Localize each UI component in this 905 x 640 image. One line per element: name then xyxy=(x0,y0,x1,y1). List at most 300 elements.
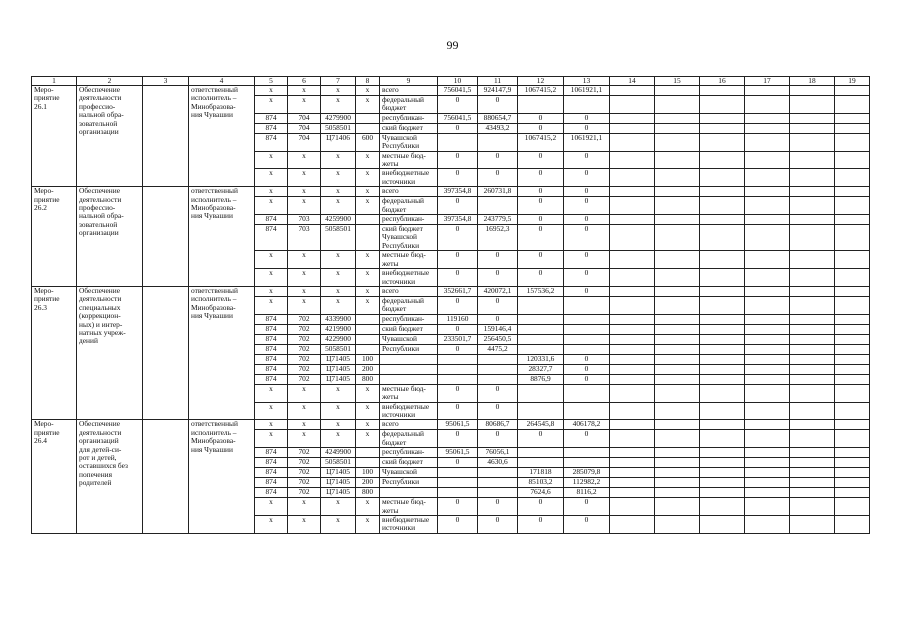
header-cell-14: 14 xyxy=(610,77,655,86)
source-line: жеты xyxy=(382,159,399,169)
amount-cell-c11: 420072,1 xyxy=(478,286,518,296)
empty-col19-cell xyxy=(835,225,870,251)
source-cell xyxy=(380,364,438,374)
cell-line: нальной обра- xyxy=(79,110,124,120)
amount-cell-c10: 397354,8 xyxy=(438,187,478,197)
code-cell-c8 xyxy=(356,123,380,133)
code-cell-c8: 600 xyxy=(356,133,380,151)
cell-line: оставшихся без xyxy=(79,461,128,471)
empty-col19-cell xyxy=(835,269,870,287)
cell-line: ответственный xyxy=(191,286,238,295)
executor-cell xyxy=(189,86,255,187)
amount-cell-c12: 85103,2 xyxy=(518,478,564,488)
empty-col19-cell xyxy=(835,334,870,344)
empty-col16-cell xyxy=(700,225,745,251)
amount-cell-c10: 0 xyxy=(438,402,478,420)
empty-col16-cell xyxy=(700,430,745,448)
code-cell-c7: x xyxy=(321,86,356,96)
code-cell-c7: x xyxy=(321,384,356,402)
code-cell-c6: x xyxy=(288,498,321,516)
source-line: всего xyxy=(382,419,399,429)
cell-line: приятие xyxy=(34,294,60,304)
amount-cell-c11: 159146,4 xyxy=(478,324,518,334)
code-cell-c5: 874 xyxy=(255,215,288,225)
table-row xyxy=(32,420,870,430)
cell-line: ния Чувашии xyxy=(191,110,233,120)
code-cell-c5: 874 xyxy=(255,478,288,488)
amount-cell-c10: 0 xyxy=(438,225,478,251)
source-cell xyxy=(380,286,438,296)
code-cell-c6: x xyxy=(288,251,321,269)
header-cell-16: 16 xyxy=(700,77,745,86)
empty-col15-cell xyxy=(655,296,700,314)
amount-cell-c11: 0 xyxy=(478,169,518,187)
amount-cell-c11: 880654,7 xyxy=(478,113,518,123)
code-cell-c5: x xyxy=(255,402,288,420)
amount-cell-c10: 0 xyxy=(438,269,478,287)
source-cell xyxy=(380,133,438,151)
code-cell-c6: 702 xyxy=(288,374,321,384)
empty-col17-cell xyxy=(745,324,790,334)
empty-col17-cell xyxy=(745,123,790,133)
empty-col17-cell xyxy=(745,354,790,364)
code-cell-c8: 100 xyxy=(356,468,380,478)
empty-col15-cell xyxy=(655,133,700,151)
empty-col19-cell xyxy=(835,86,870,96)
amount-cell-c12: 0 xyxy=(518,215,564,225)
empty-col17-cell xyxy=(745,169,790,187)
amount-cell-c12 xyxy=(518,344,564,354)
empty-col15-cell xyxy=(655,364,700,374)
amount-cell-c11: 0 xyxy=(478,151,518,169)
amount-cell-c10: 0 xyxy=(438,251,478,269)
empty-col19-cell xyxy=(835,420,870,430)
source-cell xyxy=(380,430,438,448)
code-cell-c5: x xyxy=(255,420,288,430)
amount-cell-c13: 0 xyxy=(564,498,610,516)
header-cell-17: 17 xyxy=(745,77,790,86)
empty-col17-cell xyxy=(745,384,790,402)
amount-cell-c10: 95061,5 xyxy=(438,420,478,430)
empty-col14-cell xyxy=(610,251,655,269)
source-line: Чувашской xyxy=(382,133,418,142)
table-row xyxy=(32,187,870,197)
empty-col18-cell xyxy=(790,488,835,498)
empty-col16-cell xyxy=(700,324,745,334)
empty-col16-cell xyxy=(700,515,745,533)
empty-col18-cell xyxy=(790,251,835,269)
empty-col17-cell xyxy=(745,334,790,344)
amount-cell-c11 xyxy=(478,354,518,364)
cell-line: организаций xyxy=(79,436,119,446)
code-cell-c7: 5058501 xyxy=(321,123,356,133)
empty-col18-cell xyxy=(790,402,835,420)
code-cell-c7: Ц71405 xyxy=(321,488,356,498)
empty-col14-cell xyxy=(610,296,655,314)
empty-col14-cell xyxy=(610,225,655,251)
code-cell-c5: x xyxy=(255,197,288,215)
code-cell-c5: 874 xyxy=(255,225,288,251)
code-cell-c7: x xyxy=(321,296,356,314)
empty-col14-cell xyxy=(610,420,655,430)
cell-line: нальной обра- xyxy=(79,211,124,221)
empty-col16-cell xyxy=(700,296,745,314)
amount-cell-c13 xyxy=(564,402,610,420)
empty-col19-cell xyxy=(835,286,870,296)
empty-col19-cell xyxy=(835,169,870,187)
code-cell-c7: x xyxy=(321,402,356,420)
amount-cell-c12: 171818 xyxy=(518,468,564,478)
page-number: 99 xyxy=(446,38,459,52)
code-cell-c6: 704 xyxy=(288,133,321,151)
source-line: ский бюджет xyxy=(382,324,423,333)
code-cell-c5: 874 xyxy=(255,344,288,354)
amount-cell-c11: 76056,1 xyxy=(478,448,518,458)
source-line: Республики xyxy=(382,240,420,250)
amount-cell-c11: 0 xyxy=(478,96,518,114)
header-cell-6: 6 xyxy=(288,77,321,86)
amount-cell-c12: 7624,6 xyxy=(518,488,564,498)
empty-col15-cell xyxy=(655,515,700,533)
source-cell xyxy=(380,402,438,420)
code-cell-c6: x xyxy=(288,187,321,197)
header-cell-9: 9 xyxy=(380,77,438,86)
empty-col17-cell xyxy=(745,187,790,197)
cell-line: рот и детей, xyxy=(79,452,117,462)
empty-col14-cell xyxy=(610,498,655,516)
source-line: ский бюджет xyxy=(382,123,423,132)
empty-col17-cell xyxy=(745,215,790,225)
code-cell-c8: x xyxy=(356,430,380,448)
activity-name-cell xyxy=(77,286,143,419)
empty-col19-cell xyxy=(835,215,870,225)
code-cell-c6: 704 xyxy=(288,123,321,133)
code-cell-c5: 874 xyxy=(255,123,288,133)
amount-cell-c11: 0 xyxy=(478,296,518,314)
empty-col16-cell xyxy=(700,151,745,169)
empty-col14-cell xyxy=(610,286,655,296)
amount-cell-c10 xyxy=(438,133,478,151)
amount-cell-c12 xyxy=(518,324,564,334)
code-cell-c5: x xyxy=(255,86,288,96)
empty-col17-cell xyxy=(745,488,790,498)
source-line: бюджет xyxy=(382,304,407,314)
empty-col17-cell xyxy=(745,225,790,251)
empty-col16-cell xyxy=(700,420,745,430)
code-cell-c7: 4339900 xyxy=(321,314,356,324)
empty-col16-cell xyxy=(700,468,745,478)
empty-col18-cell xyxy=(790,420,835,430)
source-line: Республики xyxy=(382,141,420,151)
empty-col19-cell xyxy=(835,468,870,478)
empty-col15-cell xyxy=(655,334,700,344)
empty-col14-cell xyxy=(610,458,655,468)
empty-col18-cell xyxy=(790,364,835,374)
code-cell-c7: x xyxy=(321,197,356,215)
amount-cell-c10: 0 xyxy=(438,296,478,314)
amount-cell-c10: 0 xyxy=(438,458,478,468)
code-cell-c7: x xyxy=(321,430,356,448)
cell-line: Обеспечение xyxy=(79,85,120,94)
amount-cell-c13: 0 xyxy=(564,286,610,296)
empty-col18-cell xyxy=(790,384,835,402)
header-cell-12: 12 xyxy=(518,77,564,86)
code-cell-c6: x xyxy=(288,86,321,96)
cell-line: организации xyxy=(79,127,119,137)
empty-col14-cell xyxy=(610,133,655,151)
amount-cell-c12 xyxy=(518,384,564,402)
code-cell-c7: Ц71405 xyxy=(321,374,356,384)
amount-cell-c12 xyxy=(518,314,564,324)
empty-col16-cell xyxy=(700,197,745,215)
header-cell-8: 8 xyxy=(356,77,380,86)
cell-line: Меро- xyxy=(34,186,54,196)
cell-line: организации xyxy=(79,228,119,238)
code-cell-c6: 702 xyxy=(288,334,321,344)
empty-col14-cell xyxy=(610,215,655,225)
activity-number-cell xyxy=(32,286,77,419)
empty-col19-cell xyxy=(835,324,870,334)
amount-cell-c12: 0 xyxy=(518,151,564,169)
code-cell-c7: 4279900 xyxy=(321,113,356,123)
code-cell-c7: x xyxy=(321,498,356,516)
empty-col18-cell xyxy=(790,458,835,468)
empty-col19-cell xyxy=(835,488,870,498)
empty-col16-cell xyxy=(700,498,745,516)
code-cell-c8 xyxy=(356,458,380,468)
source-cell xyxy=(380,478,438,488)
empty-col15-cell xyxy=(655,96,700,114)
table-body xyxy=(32,77,870,534)
amount-cell-c13: 0 xyxy=(564,515,610,533)
amount-cell-c13 xyxy=(564,314,610,324)
empty-col16-cell xyxy=(700,215,745,225)
source-cell xyxy=(380,197,438,215)
amount-cell-c11: 0 xyxy=(478,269,518,287)
code-cell-c8 xyxy=(356,314,380,324)
amount-cell-c11: 0 xyxy=(478,515,518,533)
cell-line: Минобразова- xyxy=(191,101,236,111)
header-cell-4: 4 xyxy=(189,77,255,86)
source-line: внебюджетные xyxy=(382,402,430,411)
header-cell-3: 3 xyxy=(143,77,189,86)
code-cell-c5: 874 xyxy=(255,334,288,344)
empty-col14-cell xyxy=(610,197,655,215)
cell-line: родителей xyxy=(79,478,112,488)
empty-col19-cell xyxy=(835,296,870,314)
code-cell-c7: x xyxy=(321,286,356,296)
amount-cell-c13: 0 xyxy=(564,225,610,251)
amount-cell-c10: 0 xyxy=(438,515,478,533)
source-line: внебюджетные xyxy=(382,515,430,524)
empty-col17-cell xyxy=(745,478,790,488)
amount-cell-c11: 0 xyxy=(478,384,518,402)
source-cell xyxy=(380,86,438,96)
amount-cell-c11 xyxy=(478,197,518,215)
amount-cell-c12 xyxy=(518,402,564,420)
code-cell-c5: x xyxy=(255,286,288,296)
code-cell-c8: x xyxy=(356,269,380,287)
source-line: жеты xyxy=(382,258,399,268)
code-cell-c5: x xyxy=(255,169,288,187)
cell-line: Минобразова- xyxy=(191,302,236,312)
source-cell xyxy=(380,374,438,384)
amount-cell-c12: 0 xyxy=(518,169,564,187)
code-cell-c5: 874 xyxy=(255,113,288,123)
amount-cell-c10: 352661,7 xyxy=(438,286,478,296)
cell-line: ответственный xyxy=(191,85,238,94)
code-cell-c7: 4249900 xyxy=(321,448,356,458)
empty-col16-cell xyxy=(700,133,745,151)
source-cell xyxy=(380,296,438,314)
empty-col18-cell xyxy=(790,430,835,448)
code-cell-c7: Ц71405 xyxy=(321,468,356,478)
amount-cell-c13: 285079,8 xyxy=(564,468,610,478)
executor-cell xyxy=(189,420,255,533)
empty-col15-cell xyxy=(655,225,700,251)
empty-col14-cell xyxy=(610,374,655,384)
activity-name-cell xyxy=(77,420,143,533)
amount-cell-c12: 0 xyxy=(518,225,564,251)
cell-line: деятельности xyxy=(79,93,122,103)
code-cell-c8: 100 xyxy=(356,354,380,364)
empty-col16-cell xyxy=(700,86,745,96)
empty-col15-cell xyxy=(655,113,700,123)
code-cell-c5: 874 xyxy=(255,374,288,384)
empty-col15-cell xyxy=(655,478,700,488)
code-cell-c7: 5058501 xyxy=(321,225,356,251)
header-cell-7: 7 xyxy=(321,77,356,86)
code-cell-c5: x xyxy=(255,269,288,287)
empty-col16-cell xyxy=(700,286,745,296)
empty-col14-cell xyxy=(610,478,655,488)
source-line: федеральный xyxy=(382,196,424,206)
empty-col15-cell xyxy=(655,324,700,334)
code-cell-c8 xyxy=(356,448,380,458)
cell-line: зовательной xyxy=(79,118,118,128)
amount-cell-c11: 0 xyxy=(478,251,518,269)
code-cell-c7: 5058501 xyxy=(321,344,356,354)
source-cell xyxy=(380,458,438,468)
amount-cell-c13: 0 xyxy=(564,251,610,269)
empty-col14-cell xyxy=(610,384,655,402)
code-cell-c7: x xyxy=(321,515,356,533)
amount-cell-c11 xyxy=(478,478,518,488)
source-cell xyxy=(380,448,438,458)
header-cell-5: 5 xyxy=(255,77,288,86)
empty-col16-cell xyxy=(700,96,745,114)
source-line: Республики xyxy=(382,344,420,353)
cell-line: Минобразова- xyxy=(191,203,236,213)
cell-line: ных) и интер- xyxy=(79,319,123,329)
empty-col19-cell xyxy=(835,113,870,123)
code-cell-c8 xyxy=(356,113,380,123)
empty-col3-cell xyxy=(143,187,189,287)
amount-cell-c10: 397354,8 xyxy=(438,215,478,225)
cell-line: 26.3 xyxy=(34,302,47,312)
amount-cell-c12: 1067415,2 xyxy=(518,133,564,151)
amount-cell-c10: 233501,7 xyxy=(438,334,478,344)
empty-col16-cell xyxy=(700,354,745,364)
amount-cell-c13: 0 xyxy=(564,364,610,374)
code-cell-c8: x xyxy=(356,86,380,96)
code-cell-c5: x xyxy=(255,151,288,169)
code-cell-c8 xyxy=(356,225,380,251)
empty-col3-cell xyxy=(143,420,189,533)
cell-line: Обеспечение xyxy=(79,286,120,295)
amount-cell-c13 xyxy=(564,324,610,334)
empty-col18-cell xyxy=(790,215,835,225)
code-cell-c6: 702 xyxy=(288,364,321,374)
amount-cell-c10: 756041,5 xyxy=(438,86,478,96)
code-cell-c5: x xyxy=(255,187,288,197)
activity-name-cell xyxy=(77,86,143,187)
cell-line: исполнитель – xyxy=(191,194,237,204)
source-line: всего xyxy=(382,286,399,295)
code-cell-c8: 800 xyxy=(356,488,380,498)
header-cell-15: 15 xyxy=(655,77,700,86)
empty-col15-cell xyxy=(655,86,700,96)
code-cell-c8: x xyxy=(356,515,380,533)
source-cell xyxy=(380,251,438,269)
empty-col18-cell xyxy=(790,123,835,133)
empty-col15-cell xyxy=(655,374,700,384)
amount-cell-c13: 0 xyxy=(564,215,610,225)
empty-col18-cell xyxy=(790,187,835,197)
code-cell-c8 xyxy=(356,344,380,354)
amount-cell-c13: 112982,2 xyxy=(564,478,610,488)
code-cell-c6: x xyxy=(288,286,321,296)
empty-col15-cell xyxy=(655,354,700,364)
code-cell-c6: 702 xyxy=(288,468,321,478)
empty-col16-cell xyxy=(700,478,745,488)
amount-cell-c13 xyxy=(564,448,610,458)
empty-col14-cell xyxy=(610,430,655,448)
amount-cell-c10 xyxy=(438,478,478,488)
header-cell-11: 11 xyxy=(478,77,518,86)
amount-cell-c12 xyxy=(518,296,564,314)
source-cell xyxy=(380,123,438,133)
empty-col15-cell xyxy=(655,151,700,169)
code-cell-c6: 703 xyxy=(288,215,321,225)
empty-col17-cell xyxy=(745,86,790,96)
source-line: местные бюд- xyxy=(382,151,426,160)
code-cell-c6: x xyxy=(288,384,321,402)
empty-col14-cell xyxy=(610,169,655,187)
amount-cell-c11 xyxy=(478,374,518,384)
code-cell-c5: 874 xyxy=(255,448,288,458)
empty-col14-cell xyxy=(610,468,655,478)
table-row xyxy=(32,286,870,296)
code-cell-c6: 702 xyxy=(288,324,321,334)
empty-col14-cell xyxy=(610,324,655,334)
code-cell-c6: 704 xyxy=(288,113,321,123)
amount-cell-c10: 0 xyxy=(438,344,478,354)
amount-cell-c13: 0 xyxy=(564,197,610,215)
empty-col15-cell xyxy=(655,468,700,478)
executor-cell xyxy=(189,286,255,419)
amount-cell-c10: 0 xyxy=(438,169,478,187)
source-line: республикан- xyxy=(382,214,425,224)
empty-col18-cell xyxy=(790,113,835,123)
code-cell-c6: x xyxy=(288,96,321,114)
cell-line: деятельности xyxy=(79,427,122,437)
code-cell-c7: 5058501 xyxy=(321,458,356,468)
amount-cell-c12: 1067415,2 xyxy=(518,86,564,96)
amount-cell-c13: 0 xyxy=(564,151,610,169)
code-cell-c6: x xyxy=(288,430,321,448)
code-cell-c7: x xyxy=(321,251,356,269)
